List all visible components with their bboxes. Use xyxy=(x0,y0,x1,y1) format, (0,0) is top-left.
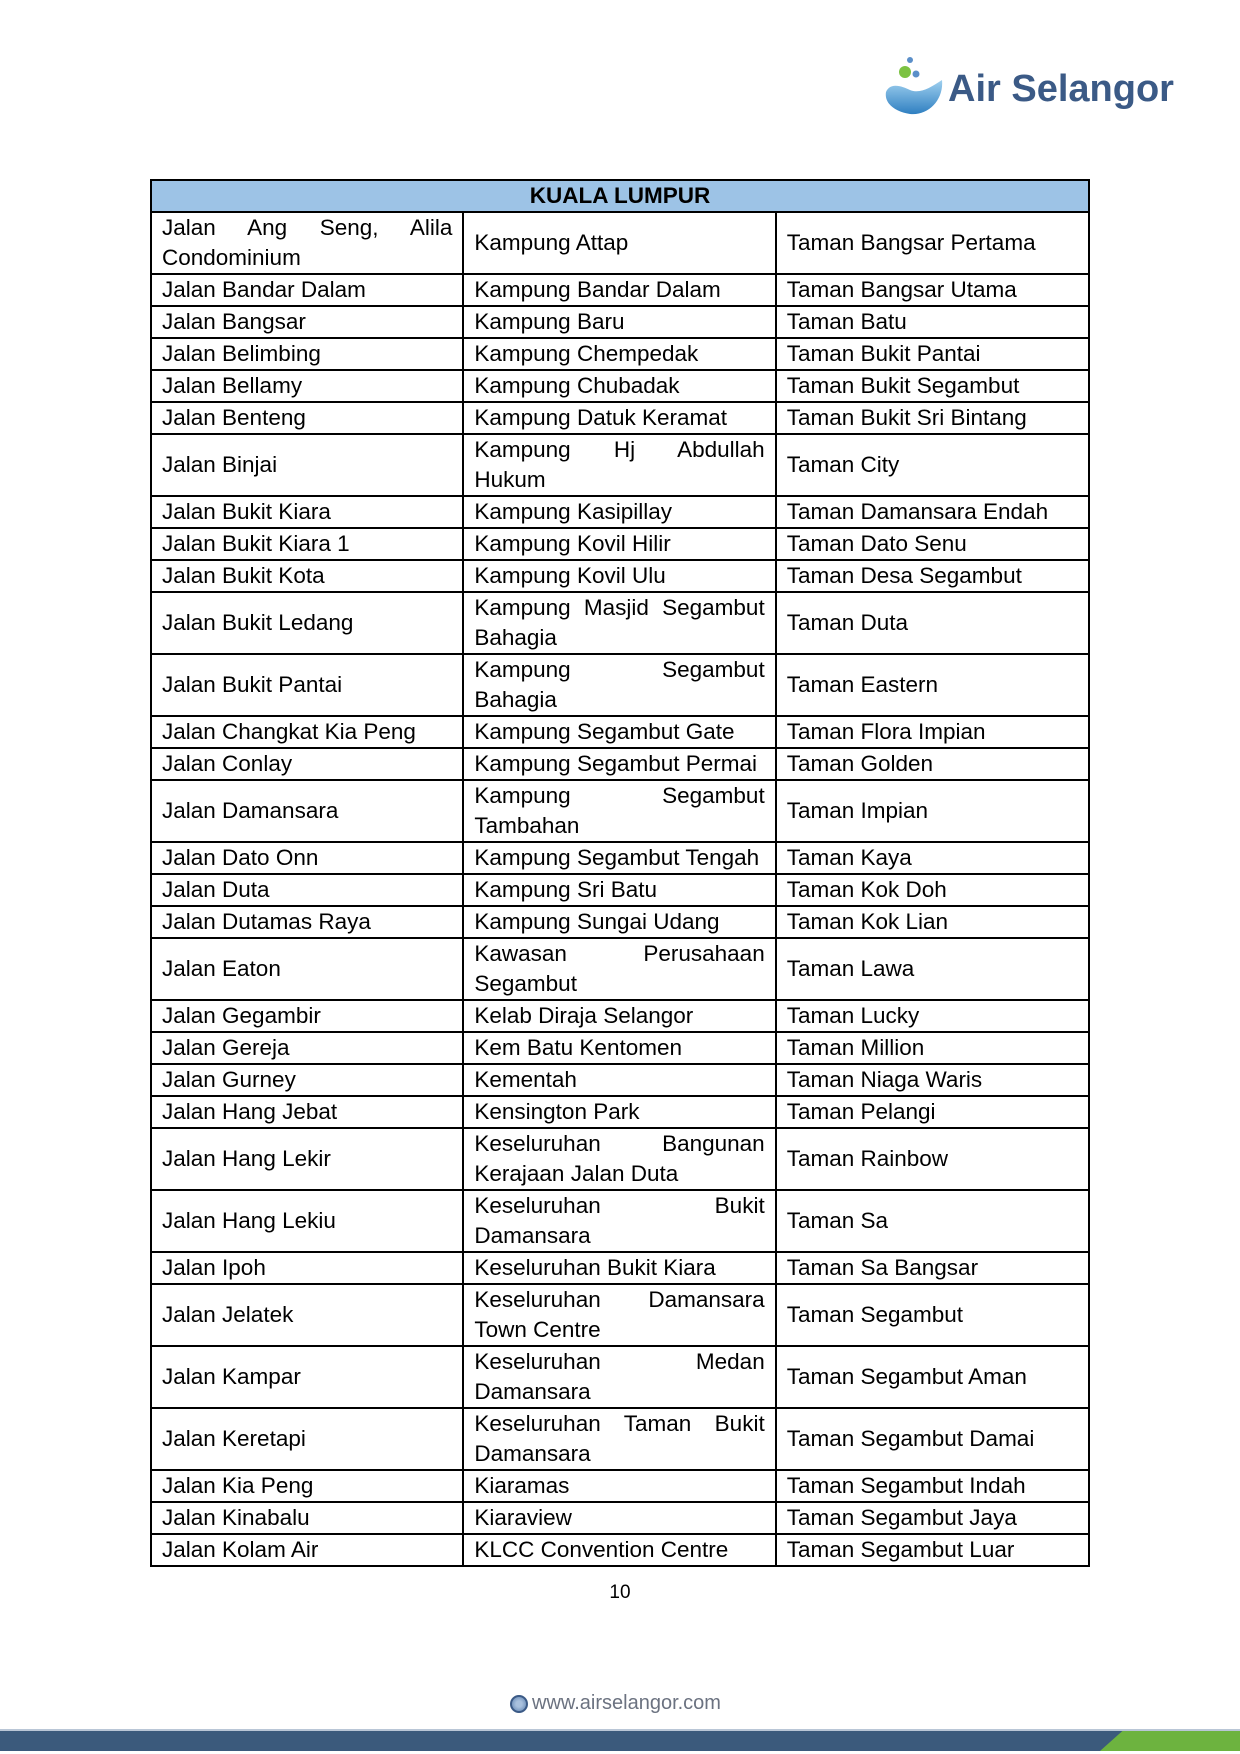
taman-cell: Taman Sa xyxy=(776,1190,1089,1252)
taman-cell: Taman Segambut Luar xyxy=(776,1534,1089,1566)
table-row xyxy=(151,1190,1089,1252)
table-row xyxy=(151,1346,1089,1408)
taman-cell: Taman Bukit Pantai xyxy=(776,338,1089,370)
taman-cell: Taman Rainbow xyxy=(776,1128,1089,1190)
jalan-cell: Jalan Hang Lekiu xyxy=(151,1190,463,1252)
taman-cell: Taman Bangsar Utama xyxy=(776,274,1089,306)
jalan-cell: Jalan Benteng xyxy=(151,402,463,434)
kampung-cell: Kampung Kovil Ulu xyxy=(463,560,775,592)
kampung-cell: Kampung Attap xyxy=(463,212,775,274)
jalan-cell: Jalan Bukit Ledang xyxy=(151,592,463,654)
kampung-cell: Kampung Segambut Permai xyxy=(463,748,775,780)
jalan-cell: Jalan Conlay xyxy=(151,748,463,780)
table-row xyxy=(151,212,1089,274)
taman-cell: Taman Sa Bangsar xyxy=(776,1252,1089,1284)
jalan-cell: Jalan Hang Lekir xyxy=(151,1128,463,1190)
jalan-cell: Jalan Binjai xyxy=(151,434,463,496)
taman-cell: Taman Segambut Indah xyxy=(776,1470,1089,1502)
kampung-cell: Kampung Segambut Tambahan xyxy=(463,780,775,842)
kampung-cell: Kampung Segambut Tengah xyxy=(463,842,775,874)
kampung-cell: Kiaramas xyxy=(463,1470,775,1502)
table-row xyxy=(151,1534,1089,1566)
kampung-cell: Kampung Sungai Udang xyxy=(463,906,775,938)
taman-cell: Taman Niaga Waris xyxy=(776,1064,1089,1096)
taman-cell: Taman City xyxy=(776,434,1089,496)
table-row xyxy=(151,306,1089,338)
table-row xyxy=(151,338,1089,370)
kampung-cell: Kawasan Perusahaan Segambut xyxy=(463,938,775,1000)
table-row xyxy=(151,748,1089,780)
jalan-cell: Jalan Dutamas Raya xyxy=(151,906,463,938)
kampung-cell: Kem Batu Kentomen xyxy=(463,1032,775,1064)
jalan-cell: Jalan Bangsar xyxy=(151,306,463,338)
jalan-cell: Jalan Ipoh xyxy=(151,1252,463,1284)
table-row xyxy=(151,780,1089,842)
taman-cell: Taman Million xyxy=(776,1032,1089,1064)
jalan-cell: Jalan Duta xyxy=(151,874,463,906)
taman-cell: Taman Kok Doh xyxy=(776,874,1089,906)
kampung-cell: Keseluruhan Taman Bukit Damansara xyxy=(463,1408,775,1470)
kampung-cell: Kampung Kasipillay xyxy=(463,496,775,528)
taman-cell: Taman Bukit Sri Bintang xyxy=(776,402,1089,434)
table-row xyxy=(151,496,1089,528)
jalan-cell: Jalan Bukit Pantai xyxy=(151,654,463,716)
jalan-cell: Jalan Kolam Air xyxy=(151,1534,463,1566)
taman-cell: Taman Segambut Aman xyxy=(776,1346,1089,1408)
kampung-cell: Keseluruhan Bukit Kiara xyxy=(463,1252,775,1284)
jalan-cell: Jalan Belimbing xyxy=(151,338,463,370)
kampung-cell: Kampung Chubadak xyxy=(463,370,775,402)
kampung-cell: Keseluruhan Bangunan Kerajaan Jalan Duta xyxy=(463,1128,775,1190)
taman-cell: Taman Lucky xyxy=(776,1000,1089,1032)
table-row xyxy=(151,1128,1089,1190)
taman-cell: Taman Desa Segambut xyxy=(776,560,1089,592)
globe-icon xyxy=(510,1695,528,1713)
table-row xyxy=(151,906,1089,938)
kampung-cell: Kampung Baru xyxy=(463,306,775,338)
taman-cell: Taman Damansara Endah xyxy=(776,496,1089,528)
taman-cell: Taman Segambut Jaya xyxy=(776,1502,1089,1534)
table-row xyxy=(151,1284,1089,1346)
jalan-cell: Jalan Dato Onn xyxy=(151,842,463,874)
kampung-cell: Kampung Chempedak xyxy=(463,338,775,370)
jalan-cell: Jalan Bandar Dalam xyxy=(151,274,463,306)
taman-cell: Taman Bukit Segambut xyxy=(776,370,1089,402)
footer-accent xyxy=(1100,1731,1240,1751)
jalan-cell: Jalan Bellamy xyxy=(151,370,463,402)
jalan-cell: Jalan Kia Peng xyxy=(151,1470,463,1502)
jalan-cell: Jalan Gegambir xyxy=(151,1000,463,1032)
taman-cell: Taman Eastern xyxy=(776,654,1089,716)
kampung-cell: KLCC Convention Centre xyxy=(463,1534,775,1566)
table-row xyxy=(151,1064,1089,1096)
kampung-cell: Kampung Masjid Segambut Bahagia xyxy=(463,592,775,654)
table-row xyxy=(151,1032,1089,1064)
kampung-cell: Keseluruhan Medan Damansara xyxy=(463,1346,775,1408)
jalan-cell: Jalan Ang Seng, Alila Condominium xyxy=(151,212,463,274)
jalan-cell: Jalan Gurney xyxy=(151,1064,463,1096)
table-row xyxy=(151,1252,1089,1284)
page-number: 10 xyxy=(609,1582,631,1603)
table-row xyxy=(151,874,1089,906)
table-row xyxy=(151,1502,1089,1534)
jalan-cell: Jalan Bukit Kiara 1 xyxy=(151,528,463,560)
jalan-cell: Jalan Changkat Kia Peng xyxy=(151,716,463,748)
table-row xyxy=(151,370,1089,402)
kampung-cell: Kelab Diraja Selangor xyxy=(463,1000,775,1032)
table-row xyxy=(151,1000,1089,1032)
taman-cell: Taman Kok Lian xyxy=(776,906,1089,938)
taman-cell: Taman Segambut xyxy=(776,1284,1089,1346)
table-row xyxy=(151,716,1089,748)
kampung-cell: Kampung Segambut Bahagia xyxy=(463,654,775,716)
jalan-cell: Jalan Gereja xyxy=(151,1032,463,1064)
taman-cell: Taman Pelangi xyxy=(776,1096,1089,1128)
kuala-lumpur-areas-table xyxy=(150,179,1090,1567)
table-row xyxy=(151,402,1089,434)
footer-bar xyxy=(0,1731,1240,1751)
kampung-cell: Kampung Segambut Gate xyxy=(463,716,775,748)
jalan-cell: Jalan Hang Jebat xyxy=(151,1096,463,1128)
table-row xyxy=(151,1408,1089,1470)
table-row xyxy=(151,560,1089,592)
table-row xyxy=(151,1470,1089,1502)
kampung-cell: Keseluruhan Damansara Town Centre xyxy=(463,1284,775,1346)
taman-cell: Taman Golden xyxy=(776,748,1089,780)
logo-text: Air Selangor xyxy=(948,68,1174,110)
jalan-cell: Jalan Damansara xyxy=(151,780,463,842)
kampung-cell: Kementah xyxy=(463,1064,775,1096)
taman-cell: Taman Kaya xyxy=(776,842,1089,874)
table-body xyxy=(151,212,1089,1566)
kampung-cell: Kensington Park xyxy=(463,1096,775,1128)
table-row xyxy=(151,654,1089,716)
website-link[interactable]: www.airselangor.com xyxy=(532,1692,721,1714)
water-drop-logo-icon xyxy=(880,52,950,122)
air-selangor-logo xyxy=(880,52,1180,124)
jalan-cell: Jalan Bukit Kiara xyxy=(151,496,463,528)
table-row xyxy=(151,434,1089,496)
taman-cell: Taman Flora Impian xyxy=(776,716,1089,748)
kampung-cell: Kampung Bandar Dalam xyxy=(463,274,775,306)
table-row xyxy=(151,274,1089,306)
jalan-cell: Jalan Bukit Kota xyxy=(151,560,463,592)
table-row xyxy=(151,1096,1089,1128)
footer-website xyxy=(510,1692,721,1715)
taman-cell: Taman Batu xyxy=(776,306,1089,338)
taman-cell: Taman Dato Senu xyxy=(776,528,1089,560)
taman-cell: Taman Impian xyxy=(776,780,1089,842)
table-row xyxy=(151,842,1089,874)
kampung-cell: Keseluruhan Bukit Damansara xyxy=(463,1190,775,1252)
taman-cell: Taman Segambut Damai xyxy=(776,1408,1089,1470)
taman-cell: Taman Bangsar Pertama xyxy=(776,212,1089,274)
jalan-cell: Jalan Kinabalu xyxy=(151,1502,463,1534)
kampung-cell: Kiaraview xyxy=(463,1502,775,1534)
kampung-cell: Kampung Hj Abdullah Hukum xyxy=(463,434,775,496)
jalan-cell: Jalan Kampar xyxy=(151,1346,463,1408)
kampung-cell: Kampung Sri Batu xyxy=(463,874,775,906)
taman-cell: Taman Lawa xyxy=(776,938,1089,1000)
table-row xyxy=(151,528,1089,560)
jalan-cell: Jalan Jelatek xyxy=(151,1284,463,1346)
kampung-cell: Kampung Datuk Keramat xyxy=(463,402,775,434)
jalan-cell: Jalan Keretapi xyxy=(151,1408,463,1470)
table-row xyxy=(151,592,1089,654)
kampung-cell: Kampung Kovil Hilir xyxy=(463,528,775,560)
table-row xyxy=(151,938,1089,1000)
taman-cell: Taman Duta xyxy=(776,592,1089,654)
jalan-cell: Jalan Eaton xyxy=(151,938,463,1000)
table-title: KUALA LUMPUR xyxy=(151,180,1089,212)
